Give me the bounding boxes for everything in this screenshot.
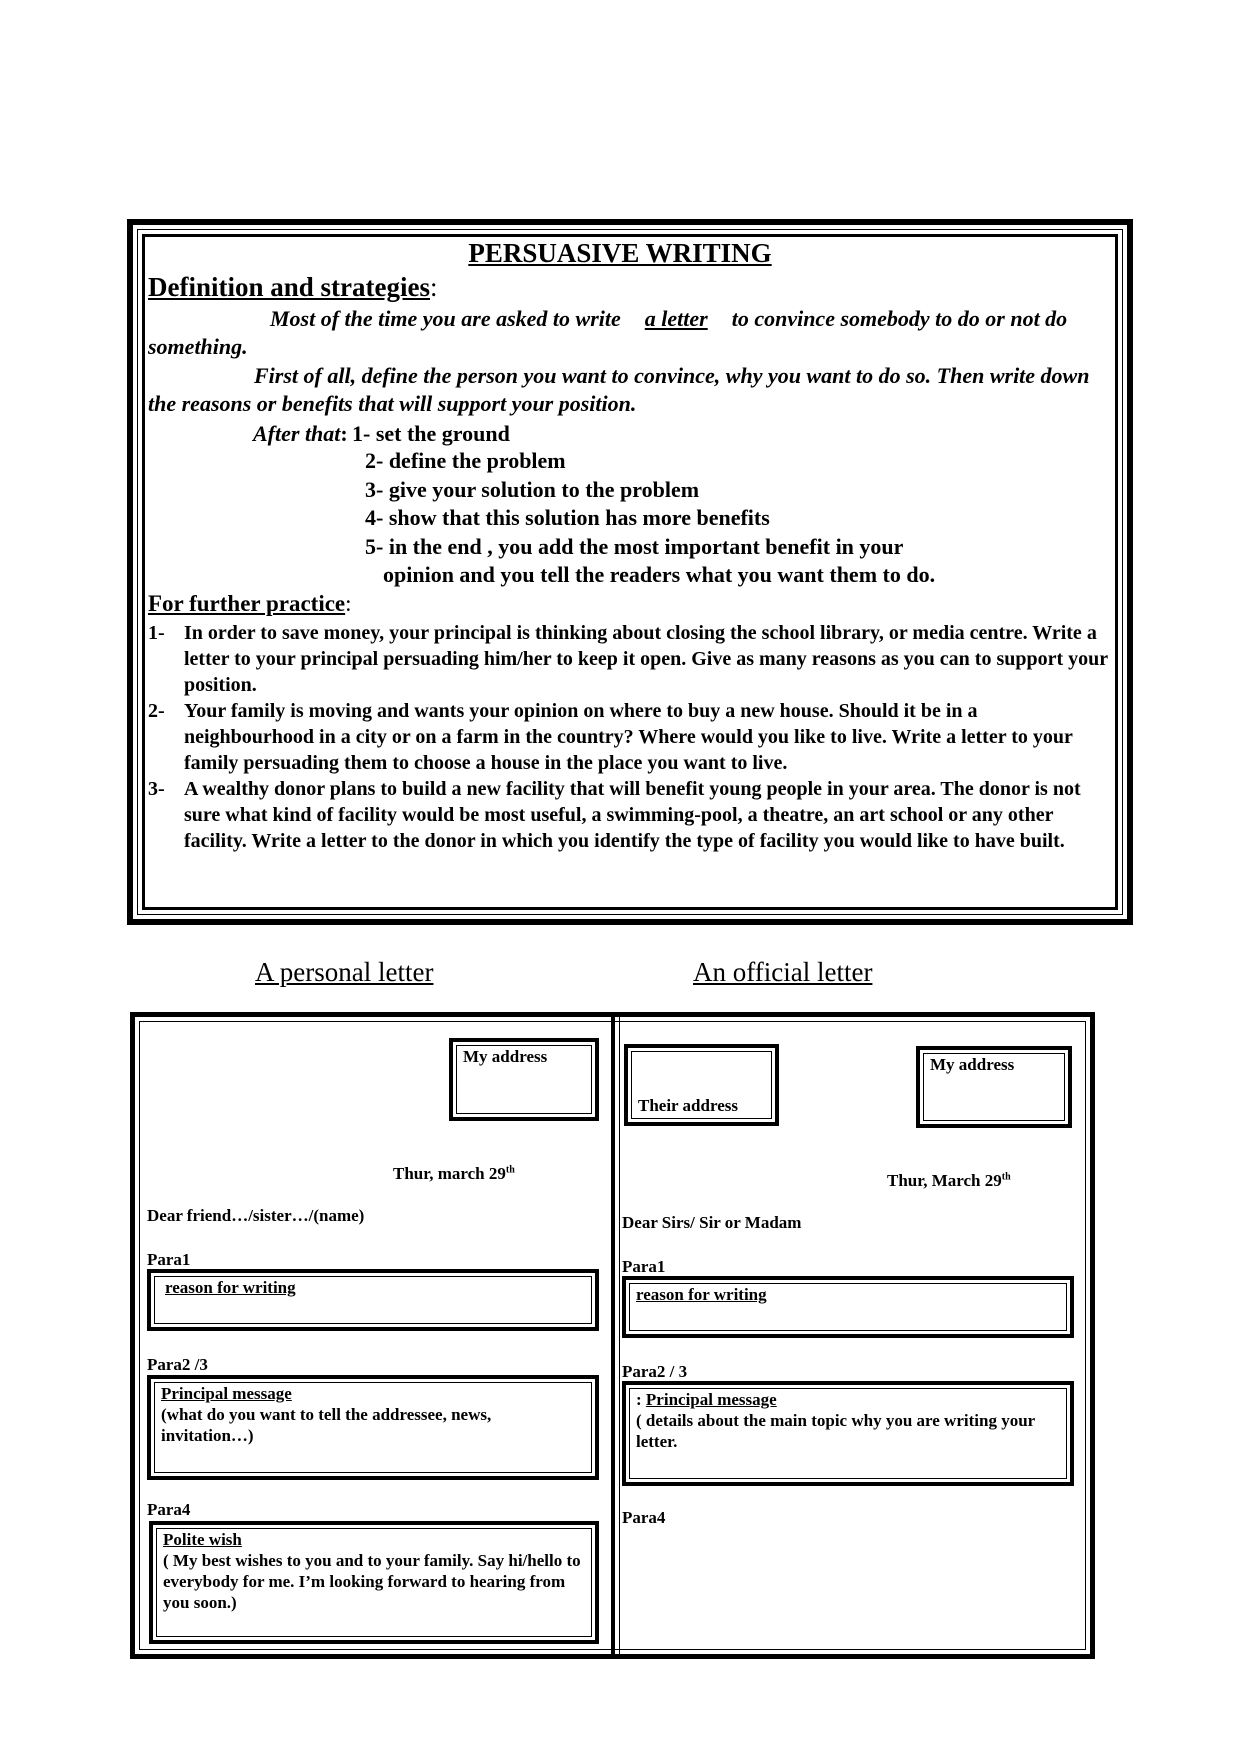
personal-para23-box — [147, 1375, 599, 1480]
practice-text: In order to save money, your principal is thinking about closing the school library, or media centre. Write a letter to your principal persuading him/her to keep it open. Give as many reasons as you can to support your position. — [184, 622, 1108, 696]
definition-paragraph-2 — [148, 362, 1110, 418]
personal-date-sup: th — [505, 1164, 515, 1176]
official-letter-heading: An official letter — [693, 957, 873, 987]
column-divider — [611, 1017, 615, 1654]
official-para23-label: Para2 / 3 — [622, 1362, 688, 1381]
further-colon: : — [345, 591, 352, 616]
para2-text: First of all, define the person you want to convince, why you want to do so. Then write down the reasons or benefits that will support your position. — [148, 363, 1090, 416]
practice-num: 3- — [148, 778, 165, 800]
personal-para4-label: Para4 — [147, 1500, 191, 1519]
personal-para23-text: (what do you want to tell the addressee, news, invitation…) — [161, 1405, 492, 1445]
official-greeting: Dear Sirs/ Sir or Madam — [622, 1213, 802, 1232]
official-para23-prefix: : — [636, 1390, 646, 1409]
step-2: 2- define the problem — [365, 448, 566, 473]
practice-num: 1- — [148, 622, 165, 644]
personal-para4-box — [149, 1521, 599, 1644]
personal-para4-text: ( My best wishes to you and to your family. Say hi/hello to everybody for me. I’m looking forward to hearing from you soon.) — [163, 1551, 581, 1612]
after-that-text: After that — [253, 421, 341, 446]
practice-text: A wealthy donor plans to build a new facility that will benefit young people in your area. The donor is not sure what kind of facility would be most useful, a swimming-pool, a theatre, an art school or any other facility. Write a letter to the donor in which you identify the type of facility you would like to have built. — [184, 778, 1081, 852]
practice-item — [148, 698, 1108, 776]
personal-para23-title: Principal message — [161, 1384, 292, 1403]
official-para1-text: reason for writing — [636, 1285, 767, 1304]
official-date-sup: th — [1001, 1171, 1011, 1183]
step-3: 3- give your solution to the problem — [365, 477, 700, 502]
personal-letter-heading: A personal letter — [255, 957, 434, 987]
after-that-label: After that: — [253, 421, 348, 446]
step-5-continued: opinion and you tell the readers what you want them to do. — [383, 562, 936, 587]
practice-text: Your family is moving and wants your opinion on where to buy a new house. Should it be in a neighbourhood in a city or on a farm in the country? Where would you like to live. Write a letter to your family persuading them to choose a house in the place you want to live. — [184, 700, 1073, 774]
practice-num: 2- — [148, 700, 165, 722]
para1-a-letter: a letter — [644, 306, 708, 331]
definition-heading-text: Definition and strategies — [148, 272, 430, 302]
official-para1-box — [622, 1276, 1074, 1338]
para1-before: Most of the time you are asked to write — [270, 306, 621, 331]
definition-colon: : — [429, 272, 438, 302]
para1-after: to convince somebody to do or not do something. — [148, 306, 1068, 359]
further-practice-text: For further practice — [148, 591, 346, 616]
official-para23-box — [622, 1381, 1074, 1486]
personal-date-text: Thur, march 29 — [393, 1164, 506, 1183]
practice-item — [148, 620, 1108, 698]
personal-my-address-box — [449, 1038, 599, 1121]
step-4: 4- show that this solution has more benefits — [365, 505, 770, 530]
official-para4-label: Para4 — [622, 1508, 666, 1527]
step-5: 5- in the end , you add the most important benefit in your — [365, 534, 904, 559]
practice-item — [148, 776, 1108, 854]
definition-heading — [148, 272, 438, 303]
official-their-address: Their address — [638, 1096, 738, 1115]
official-para23-text: ( details about the main topic why you are writing your letter. — [636, 1411, 1035, 1451]
official-date — [887, 1171, 1011, 1191]
definition-paragraph-1 — [148, 305, 1110, 361]
official-date-text: Thur, March 29 — [887, 1171, 1002, 1190]
personal-para1-box — [147, 1269, 599, 1331]
personal-para23-label: Para2 /3 — [147, 1355, 208, 1374]
official-my-address-box — [916, 1046, 1072, 1128]
official-their-address-box — [624, 1044, 779, 1126]
personal-para4-title: Polite wish — [163, 1530, 242, 1549]
official-para1-label: Para1 — [622, 1257, 666, 1276]
official-my-address: My address — [930, 1055, 1015, 1074]
personal-para1-label: Para1 — [147, 1250, 191, 1269]
official-para23-title: Principal message — [645, 1390, 777, 1409]
step-1: 1- set the ground — [352, 421, 510, 446]
page-title: PERSUASIVE WRITING — [468, 238, 772, 268]
personal-para1-text: reason for writing — [165, 1278, 296, 1297]
column-divider-line — [619, 1017, 620, 1654]
personal-date — [393, 1164, 515, 1184]
personal-greeting: Dear friend…/sister…/(name) — [147, 1206, 365, 1225]
further-practice-heading — [148, 591, 352, 617]
personal-my-address: My address — [463, 1047, 548, 1066]
